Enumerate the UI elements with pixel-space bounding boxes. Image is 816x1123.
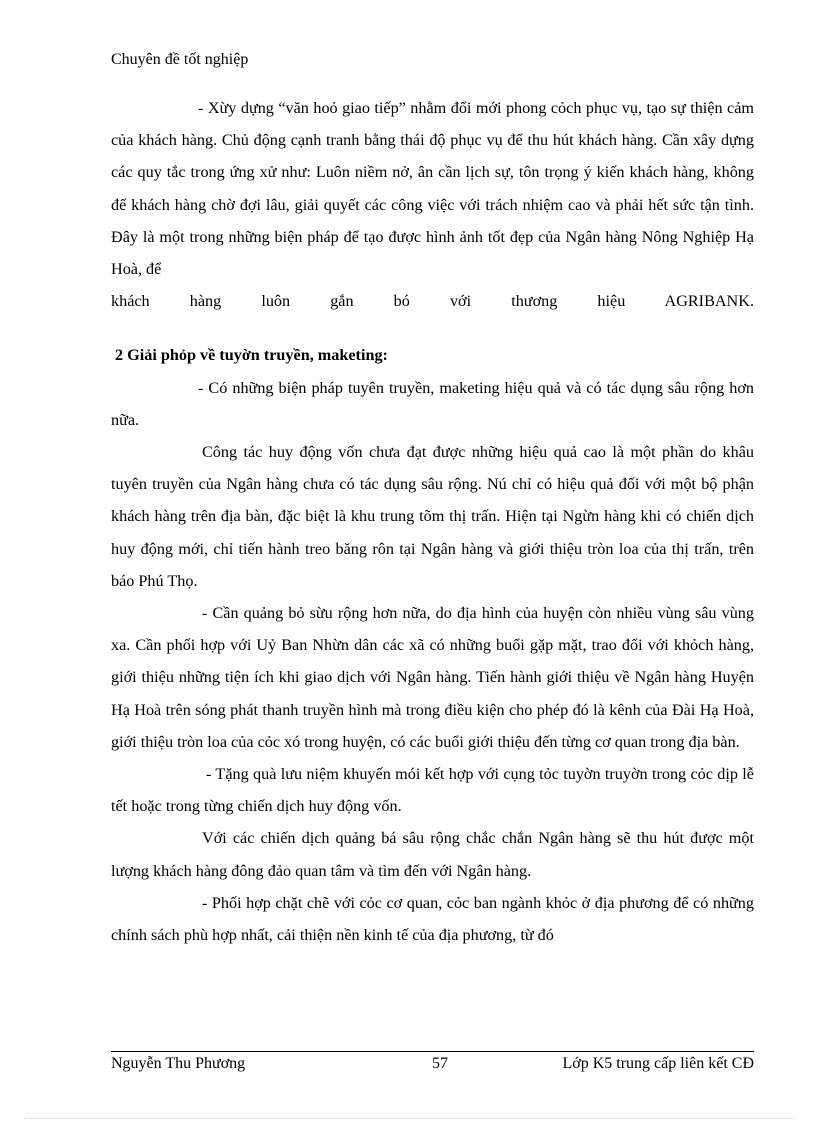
page-header: Chuyên đề tốt nghiệp xyxy=(111,51,249,68)
paragraph-marketing-measures: - Có những biện pháp tuyên truyền, maketing hiệu quả và có tác dụng sâu rộng hơn nữa. xyxy=(111,378,754,429)
footer-class-info: Lớp K5 trung cấp liên kết CĐ xyxy=(562,1055,754,1072)
page-number: 57 xyxy=(432,1055,448,1072)
paragraph-communication-culture: - Xừy dựng “văn hoỏ giao tiếp” nhằm đổi mới phong cỏch phục vụ, tạo sự thiện cảm của khách hàng. Chủ động cạnh tranh bằng thái độ phục vụ để thu hút khách hàng. Cần xây dựng các quy tắc trong ứng xử như: Luôn niềm nở, ân cần lịch sự, tôn trọng ý kiến khách hàng, không để khách hàng chờ đợi lâu, giải quyết các công việc với trách nhiệm cao và phải hết sức tận tình. Đây là một trong những biện pháp để tạo được hình ảnh tốt đẹp của Ngân hàng Nông Nghiệp Hạ Hoà, để xyxy=(111,99,754,279)
footer-author: Nguyễn Thu Phương xyxy=(111,1055,246,1072)
paragraph-local-coordination: - Phối hợp chặt chẽ với cỏc cơ quan, cỏc ban ngành khỏc ở địa phương để có những chính sách phù hợp nhất, cải thiện nền kinh tế của địa phương, từ đó xyxy=(111,893,754,945)
paragraph-promotion-campaigns: Với các chiến dịch quảng bá sâu rộng chắc chắn Ngân hàng sẽ thu hút được một lượng khách hàng đông đảo quan tâm và tìm đến với Ngân hàng. xyxy=(111,829,754,880)
paragraph-deposit-mobilization: Công tác huy động vốn chưa đạt được những hiệu quả cao là một phần do khâu tuyên truyền của Ngân hàng chưa có tác dụng sâu rộng. Nú chỉ có hiệu quả đối với một bộ phận khách hàng trên địa bàn, đặc biệt là khu trung tõm thị trấn. Hiện tại Ngừn hàng khi có chiến dịch huy động mới, chỉ tiến hành treo băng rôn tại Ngân hàng và giới thiệu tròn loa của thị trấn, trên báo Phú Thọ. xyxy=(111,443,754,590)
footer-divider xyxy=(111,1051,754,1052)
page-bottom-edge xyxy=(24,1118,794,1119)
document-body xyxy=(111,92,754,951)
page-footer xyxy=(111,1054,754,1076)
paragraph-gap xyxy=(111,317,754,339)
paragraph-communication-culture-last-line: khách hàng luôn gắn bó với thương hiệu AGRIBANK. xyxy=(111,292,754,311)
section-heading: 2 Giải phỏp về tuyờn truyền, maketing: xyxy=(115,346,388,365)
paragraph-souvenir-gifts: - Tặng quà lưu niệm khuyến mói kết hợp với cụng tỏc tuyờn truyờn trong cỏc dịp lễ tết hoặc trong từng chiến dịch huy động vốn. xyxy=(111,765,754,816)
paragraph-wide-promotion: - Cần quảng bỏ sừu rộng hơn nữa, do địa hình của huyện còn nhiều vùng sâu vùng xa. Cần phối hợp với Uỷ Ban Nhừn dân các xã có những buổi gặp mặt, trao đổi với khỏch hàng, giới thiệu những tiện ích khi giao dịch với Ngân hàng. Tiến hành giới thiệu về Ngân hàng Huyện Hạ Hoà trên sóng phát thanh truyền hình mà trong điều kiện cho phép đó là kênh của Đài Hạ Hoà, giới thiệu tròn loa của cỏc xó trong huyện, có các buổi giới thiệu đến từng cơ quan trong địa bàn. xyxy=(111,604,754,751)
